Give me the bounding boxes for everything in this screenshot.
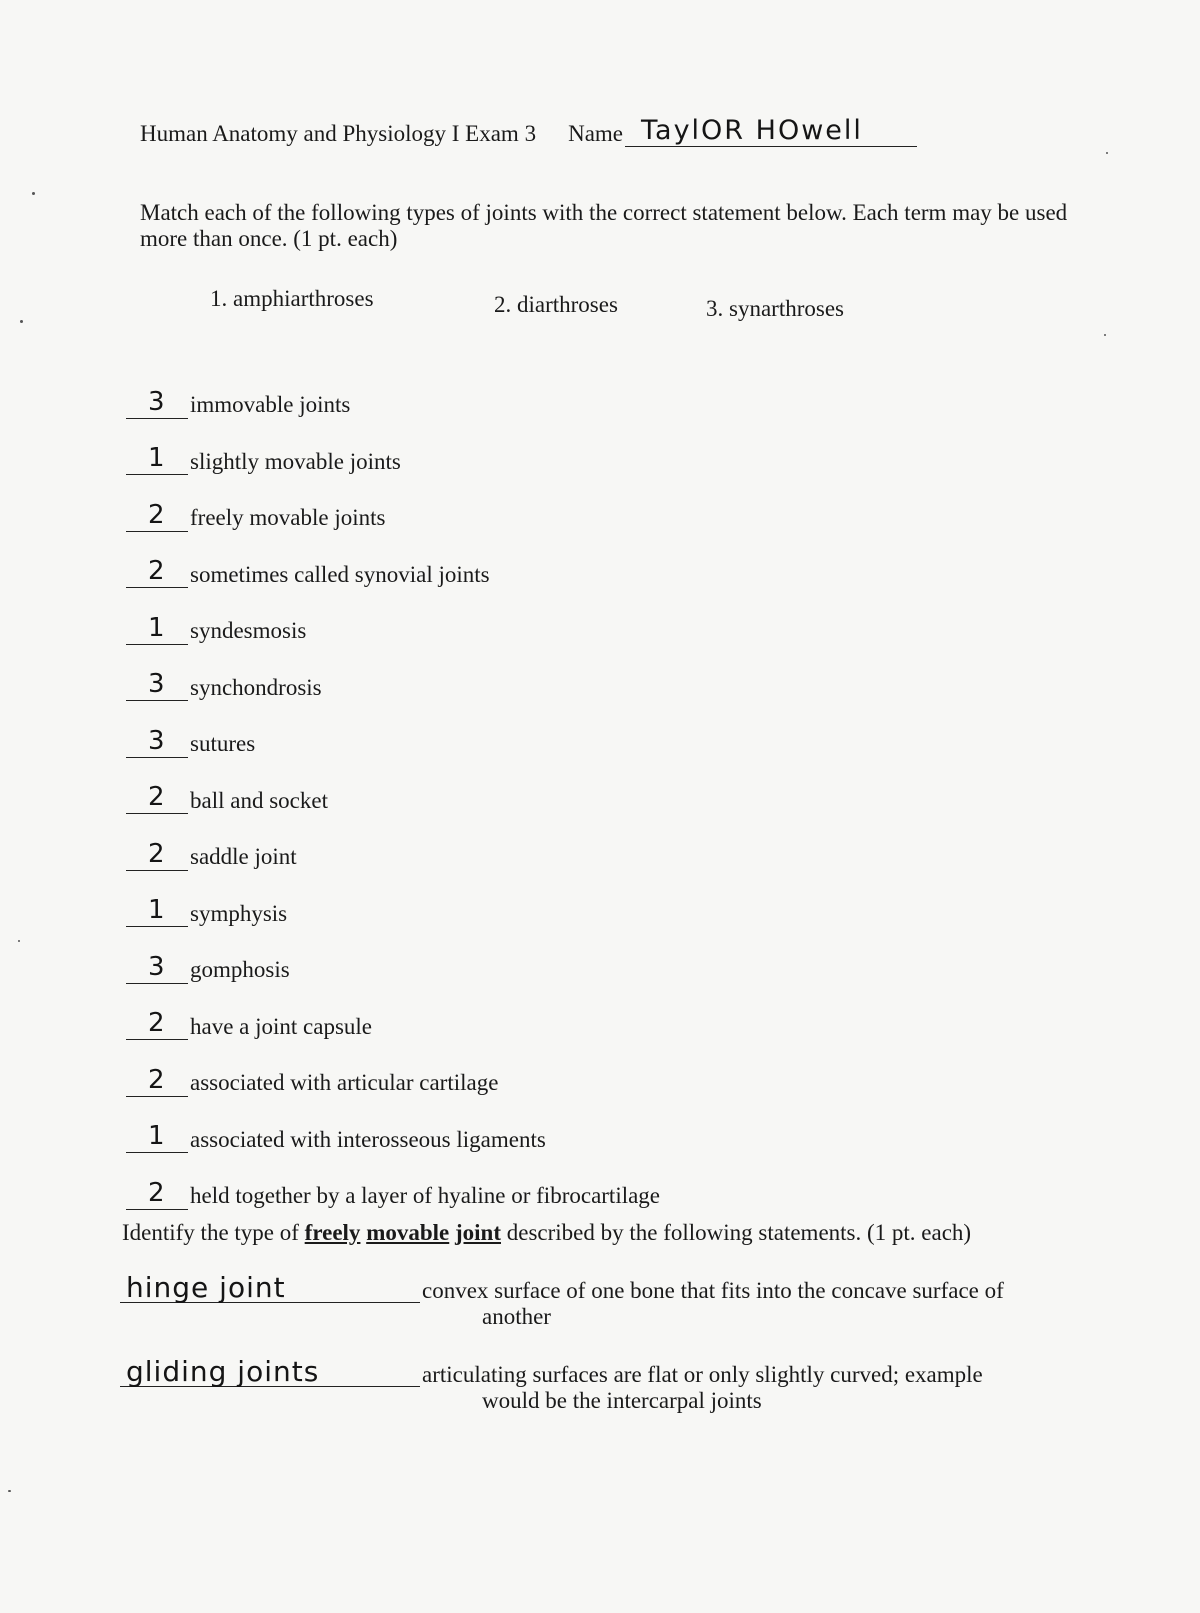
list-item — [126, 1097, 826, 1154]
answer-blank[interactable] — [126, 670, 188, 701]
list-item — [126, 475, 826, 532]
identify-description — [422, 1362, 1042, 1415]
identify-instr-pre: Identify the type of — [122, 1220, 305, 1245]
scan-speck — [1104, 334, 1106, 336]
list-item — [126, 588, 826, 645]
description-line: articulating surfaces are flat or only slightly curved; example — [422, 1362, 983, 1387]
joint-type-options — [0, 288, 1200, 328]
option-diarthroses: 2. diarthroses — [494, 292, 618, 317]
handwritten-answer: 3 — [148, 725, 165, 756]
statement-text: associated with articular cartilage — [190, 1070, 499, 1096]
statement-text: saddle joint — [190, 844, 297, 870]
list-item — [126, 532, 826, 589]
statement-text: freely movable joints — [190, 505, 386, 531]
option-amphiarthroses: 1. amphiarthroses — [210, 286, 374, 311]
statement-text: have a joint capsule — [190, 1013, 373, 1039]
handwritten-answer: 2 — [148, 1008, 165, 1039]
scan-speck — [8, 1490, 11, 1492]
handwritten-answer: 1 — [148, 1121, 165, 1152]
answer-blank[interactable] — [126, 614, 188, 645]
statement-text: slightly movable joints — [190, 448, 401, 474]
answer-blank[interactable] — [126, 557, 188, 588]
answer-blank[interactable] — [120, 1266, 420, 1303]
handwritten-answer: 1 — [148, 443, 165, 474]
handwritten-answer: 3 — [148, 386, 165, 417]
matching-list — [126, 362, 826, 1210]
answer-blank[interactable] — [126, 727, 188, 758]
name-field[interactable] — [625, 116, 917, 147]
statement-text: synchondrosis — [190, 674, 322, 700]
description-line: would be the intercarpal joints — [482, 1388, 762, 1414]
name-value: TaylOR HOwell — [641, 114, 863, 146]
list-item — [126, 814, 826, 871]
matching-instructions: Match each of the following types of joints with the correct statement below. Each term may be used more than once. (1 pt. each) — [140, 200, 1068, 252]
answer-blank[interactable] — [126, 444, 188, 475]
option-synarthroses: 3. synarthroses — [706, 296, 844, 321]
statement-text: ball and socket — [190, 787, 328, 813]
list-item — [126, 927, 826, 984]
answer-blank[interactable] — [126, 896, 188, 927]
statement-text: associated with interosseous ligaments — [190, 1126, 546, 1152]
answer-blank[interactable] — [126, 1122, 188, 1153]
answer-blank[interactable] — [126, 840, 188, 871]
description-line: another — [482, 1304, 551, 1330]
statement-text: immovable joints — [190, 392, 351, 418]
answer-blank[interactable] — [126, 388, 188, 419]
answer-blank[interactable] — [126, 1009, 188, 1040]
handwritten-answer: 3 — [148, 951, 165, 982]
identify-instructions — [122, 1220, 1062, 1246]
list-item — [126, 758, 826, 815]
identify-description — [422, 1278, 1042, 1331]
list-item — [126, 871, 826, 928]
answer-blank[interactable] — [126, 953, 188, 984]
scan-speck — [1106, 152, 1108, 154]
list-item — [126, 362, 826, 419]
scan-speck — [20, 320, 23, 323]
statement-text: held together by a layer of hyaline or fibrocartilage — [190, 1183, 661, 1209]
answer-blank[interactable] — [126, 1066, 188, 1097]
statement-text: syndesmosis — [190, 618, 307, 644]
handwritten-answer: hinge joint — [126, 1270, 286, 1304]
statement-text: sometimes called synovial joints — [190, 561, 490, 587]
list-item — [126, 1040, 826, 1097]
name-label: Name — [568, 120, 623, 146]
exam-header — [140, 116, 970, 147]
identify-instr-movable: movable — [366, 1220, 450, 1245]
answer-blank[interactable] — [126, 1179, 188, 1210]
handwritten-answer: 1 — [148, 612, 165, 643]
handwritten-answer: 1 — [148, 895, 165, 926]
handwritten-answer: gliding joints — [126, 1354, 320, 1388]
handwritten-answer: 2 — [148, 499, 165, 530]
handwritten-answer: 2 — [148, 782, 165, 813]
description-line: convex surface of one bone that fits into the concave surface of — [422, 1278, 1004, 1303]
list-item — [126, 984, 826, 1041]
handwritten-answer: 3 — [148, 669, 165, 700]
statement-text: symphysis — [190, 900, 288, 926]
list-item — [126, 419, 826, 476]
exam-title: Human Anatomy and Physiology I Exam 3 — [140, 120, 537, 146]
list-item — [126, 645, 826, 702]
scan-speck — [18, 940, 20, 942]
scan-speck — [32, 192, 35, 195]
handwritten-answer: 2 — [148, 556, 165, 587]
list-item — [126, 701, 826, 758]
answer-blank[interactable] — [126, 501, 188, 532]
handwritten-answer: 2 — [148, 1177, 165, 1208]
answer-blank[interactable] — [126, 783, 188, 814]
identify-instr-post: described by the following statements. (1 pt. each) — [501, 1220, 972, 1245]
answer-blank[interactable] — [120, 1350, 420, 1387]
identify-instr-freely: freely — [304, 1220, 361, 1245]
identify-instr-joint: joint — [455, 1220, 501, 1245]
statement-text: gomphosis — [190, 957, 290, 983]
statement-text: sutures — [190, 731, 256, 757]
list-item — [126, 1153, 826, 1210]
handwritten-answer: 2 — [148, 838, 165, 869]
handwritten-answer: 2 — [148, 1064, 165, 1095]
